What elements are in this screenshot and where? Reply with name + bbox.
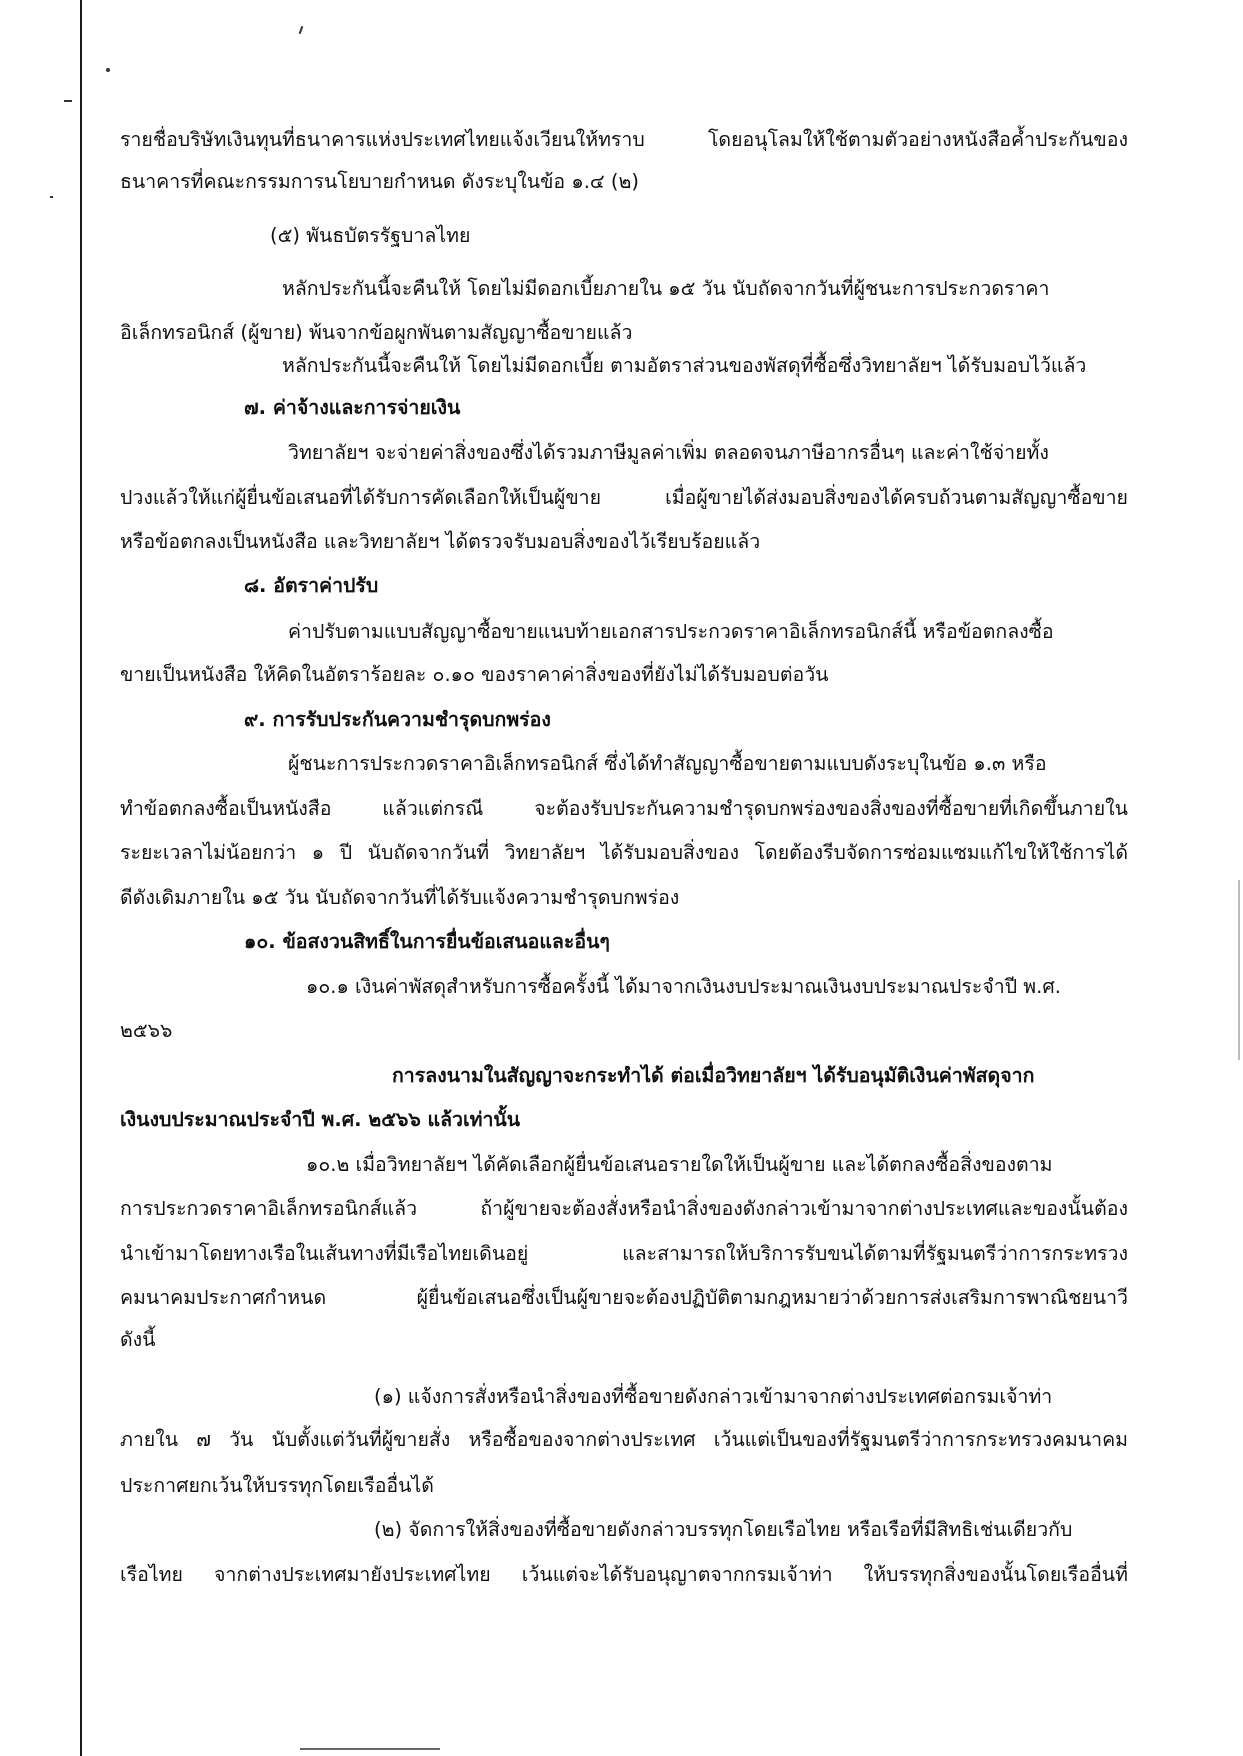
body-line: ดีดังเดิมภายใน ๑๕ วัน นับถัดจากวันที่ได้รับแจ้งความชำรุดบกพร่อง — [120, 886, 680, 909]
body-line: ดังนี้ — [120, 1328, 156, 1351]
section-heading-7: ๗. ค่าจ้างและการจ่ายเงิน — [244, 396, 461, 419]
list-item-line: (๑) แจ้งการสั่งหรือนำสิ่งของที่ซื้อขายดังกล่าวเข้ามาจากต่างประเทศต่อกรมเจ้าท่า — [374, 1385, 1053, 1408]
scan-mark — [106, 68, 110, 72]
subsection-10-2: ๑๐.๒ เมื่อวิทยาลัยฯ ได้คัดเลือกผู้ยื่นข้อเสนอรายใดให้เป็นผู้ขาย และได้ตกลงซื้อสิ่งของตาม — [306, 1153, 1053, 1176]
body-line: วิทยาลัยฯ จะจ่ายค่าสิ่งของซึ่งได้รวมภาษีมูลค่าเพิ่ม ตลอดจนภาษีอากรอื่นๆ และค่าใช้จ่ายทั้ง — [288, 441, 1049, 464]
body-line: ธนาคารที่คณะกรรมการนโยบายกำหนด ดังระบุในข้อ ๑.๔ (๒) — [120, 170, 639, 193]
body-line: รายชื่อบริษัทเงินทุนที่ธนาคารแห่งประเทศไทยแจ้งเวียนให้ทราบ โดยอนุโลมให้ใช้ตามตัวอย่างหนังสือค้ำประกันของ — [120, 128, 1128, 151]
bold-note-line: การลงนามในสัญญาจะกระทำได้ ต่อเมื่อวิทยาลัยฯ ได้รับอนุมัติเงินค่าพัสดุจาก — [392, 1064, 1035, 1087]
body-line: ภายใน ๗ วัน นับตั้งแต่วันที่ผู้ขายสั่ง หรือซื้อของจากต่างประเทศ เว้นแต่เป็นของที่รัฐมนตรีว่าการกระทรวงคมนาคม — [120, 1428, 1128, 1451]
scan-mark — [300, 1748, 440, 1750]
scan-mark — [1238, 880, 1240, 1060]
bold-note-line: เงินงบประมาณประจำปี พ.ศ. ๒๕๖๖ แล้วเท่านั้น — [120, 1108, 521, 1131]
body-line: ทำข้อตกลงซื้อเป็นหนังสือ แล้วแต่กรณี จะต้องรับประกันความชำรุดบกพร่องของสิ่งของที่ซื้อขายที่เกิดขึ้นภายใน — [120, 797, 1128, 820]
body-line: หลักประกันนี้จะคืนให้ โดยไม่มีดอกเบี้ยภายใน ๑๕ วัน นับถัดจากวันที่ผู้ชนะการประกวดราคา — [282, 277, 1050, 300]
body-line: การประกวดราคาอิเล็กทรอนิกส์แล้ว ถ้าผู้ขายจะต้องสั่งหรือนำสิ่งของดังกล่าวเข้ามาจากต่างประเทศและของนั้นต้อง — [120, 1197, 1128, 1220]
scan-page-edge — [80, 0, 82, 1756]
section-heading-9: ๙. การรับประกันความชำรุดบกพร่อง — [244, 708, 551, 731]
list-item-line: (๒) จัดการให้สิ่งของที่ซื้อขายดังกล่าวบรรทุกโดยเรือไทย หรือเรือที่มีสิทธิเช่นเดียวกับ — [374, 1518, 1073, 1541]
scan-mark — [64, 100, 72, 102]
scan-mark — [299, 26, 304, 34]
scan-mark — [50, 196, 53, 198]
subsection-10-1: ๑๐.๑ เงินค่าพัสดุสำหรับการซื้อครั้งนี้ ได้มาจากเงินงบประมาณเงินงบประมาณประจำปี พ.ศ. — [306, 975, 1061, 998]
body-line: อิเล็กทรอนิกส์ (ผู้ขาย) พ้นจากข้อผูกพันตามสัญญาซื้อขายแล้ว — [120, 321, 633, 344]
body-line: ๒๕๖๖ — [120, 1019, 173, 1042]
body-line: หลักประกันนี้จะคืนให้ โดยไม่มีดอกเบี้ย ตามอัตราส่วนของพัสดุที่ซื้อซึ่งวิทยาลัยฯ ได้รับมอบไว้แล้ว — [282, 354, 1087, 377]
body-line: ค่าปรับตามแบบสัญญาซื้อขายแนบท้ายเอกสารประกวดราคาอิเล็กทรอนิกส์นี้ หรือข้อตกลงซื้อ — [288, 620, 1054, 643]
section-heading-8: ๘. อัตราค่าปรับ — [244, 574, 379, 597]
body-line: ผู้ชนะการประกวดราคาอิเล็กทรอนิกส์ ซึ่งได้ทำสัญญาซื้อขายตามแบบดังระบุในข้อ ๑.๓ หรือ — [288, 752, 1047, 775]
body-line: หรือข้อตกลงเป็นหนังสือ และวิทยาลัยฯ ได้ตรวจรับมอบสิ่งของไว้เรียบร้อยแล้ว — [120, 530, 761, 553]
body-line: ปวงแล้วให้แก่ผู้ยื่นข้อเสนอที่ได้รับการคัดเลือกให้เป็นผู้ขาย เมื่อผู้ขายได้ส่งมอบสิ่งของได้ครบถ้วนตามสัญญาซื้อขาย — [120, 486, 1128, 509]
body-line: ประกาศยกเว้นให้บรรทุกโดยเรืออื่นได้ — [120, 1474, 434, 1497]
body-line: ระยะเวลาไม่น้อยกว่า ๑ ปี นับถัดจากวันที่ วิทยาลัยฯ ได้รับมอบสิ่งของ โดยต้องรีบจัดการซ่อมแซมแก้ไขให้ใช้การได้ — [120, 841, 1128, 864]
body-line: ขายเป็นหนังสือ ให้คิดในอัตราร้อยละ ๐.๑๐ ของราคาค่าสิ่งของที่ยังไม่ได้รับมอบต่อวัน — [120, 663, 829, 686]
list-item-line: (๕) พันธบัตรรัฐบาลไทย — [270, 224, 471, 247]
body-line: นำเข้ามาโดยทางเรือในเส้นทางที่มีเรือไทยเดินอยู่ และสามารถให้บริการรับขนได้ตามที่รัฐมนตรีว่าการกระทรวง — [120, 1242, 1128, 1265]
body-line: คมนาคมประกาศกำหนด ผู้ยื่นข้อเสนอซึ่งเป็นผู้ขายจะต้องปฏิบัติตามกฎหมายว่าด้วยการส่งเสริมการพาณิชยนาวี — [120, 1286, 1128, 1309]
section-heading-10: ๑๐. ข้อสงวนสิทธิ์ในการยื่นข้อเสนอและอื่นๆ — [244, 930, 610, 953]
body-line: เรือไทย จากต่างประเทศมายังประเทศไทย เว้นแต่จะได้รับอนุญาตจากกรมเจ้าท่า ให้บรรทุกสิ่งของนั้นโดยเรืออื่นที่ — [120, 1563, 1128, 1586]
